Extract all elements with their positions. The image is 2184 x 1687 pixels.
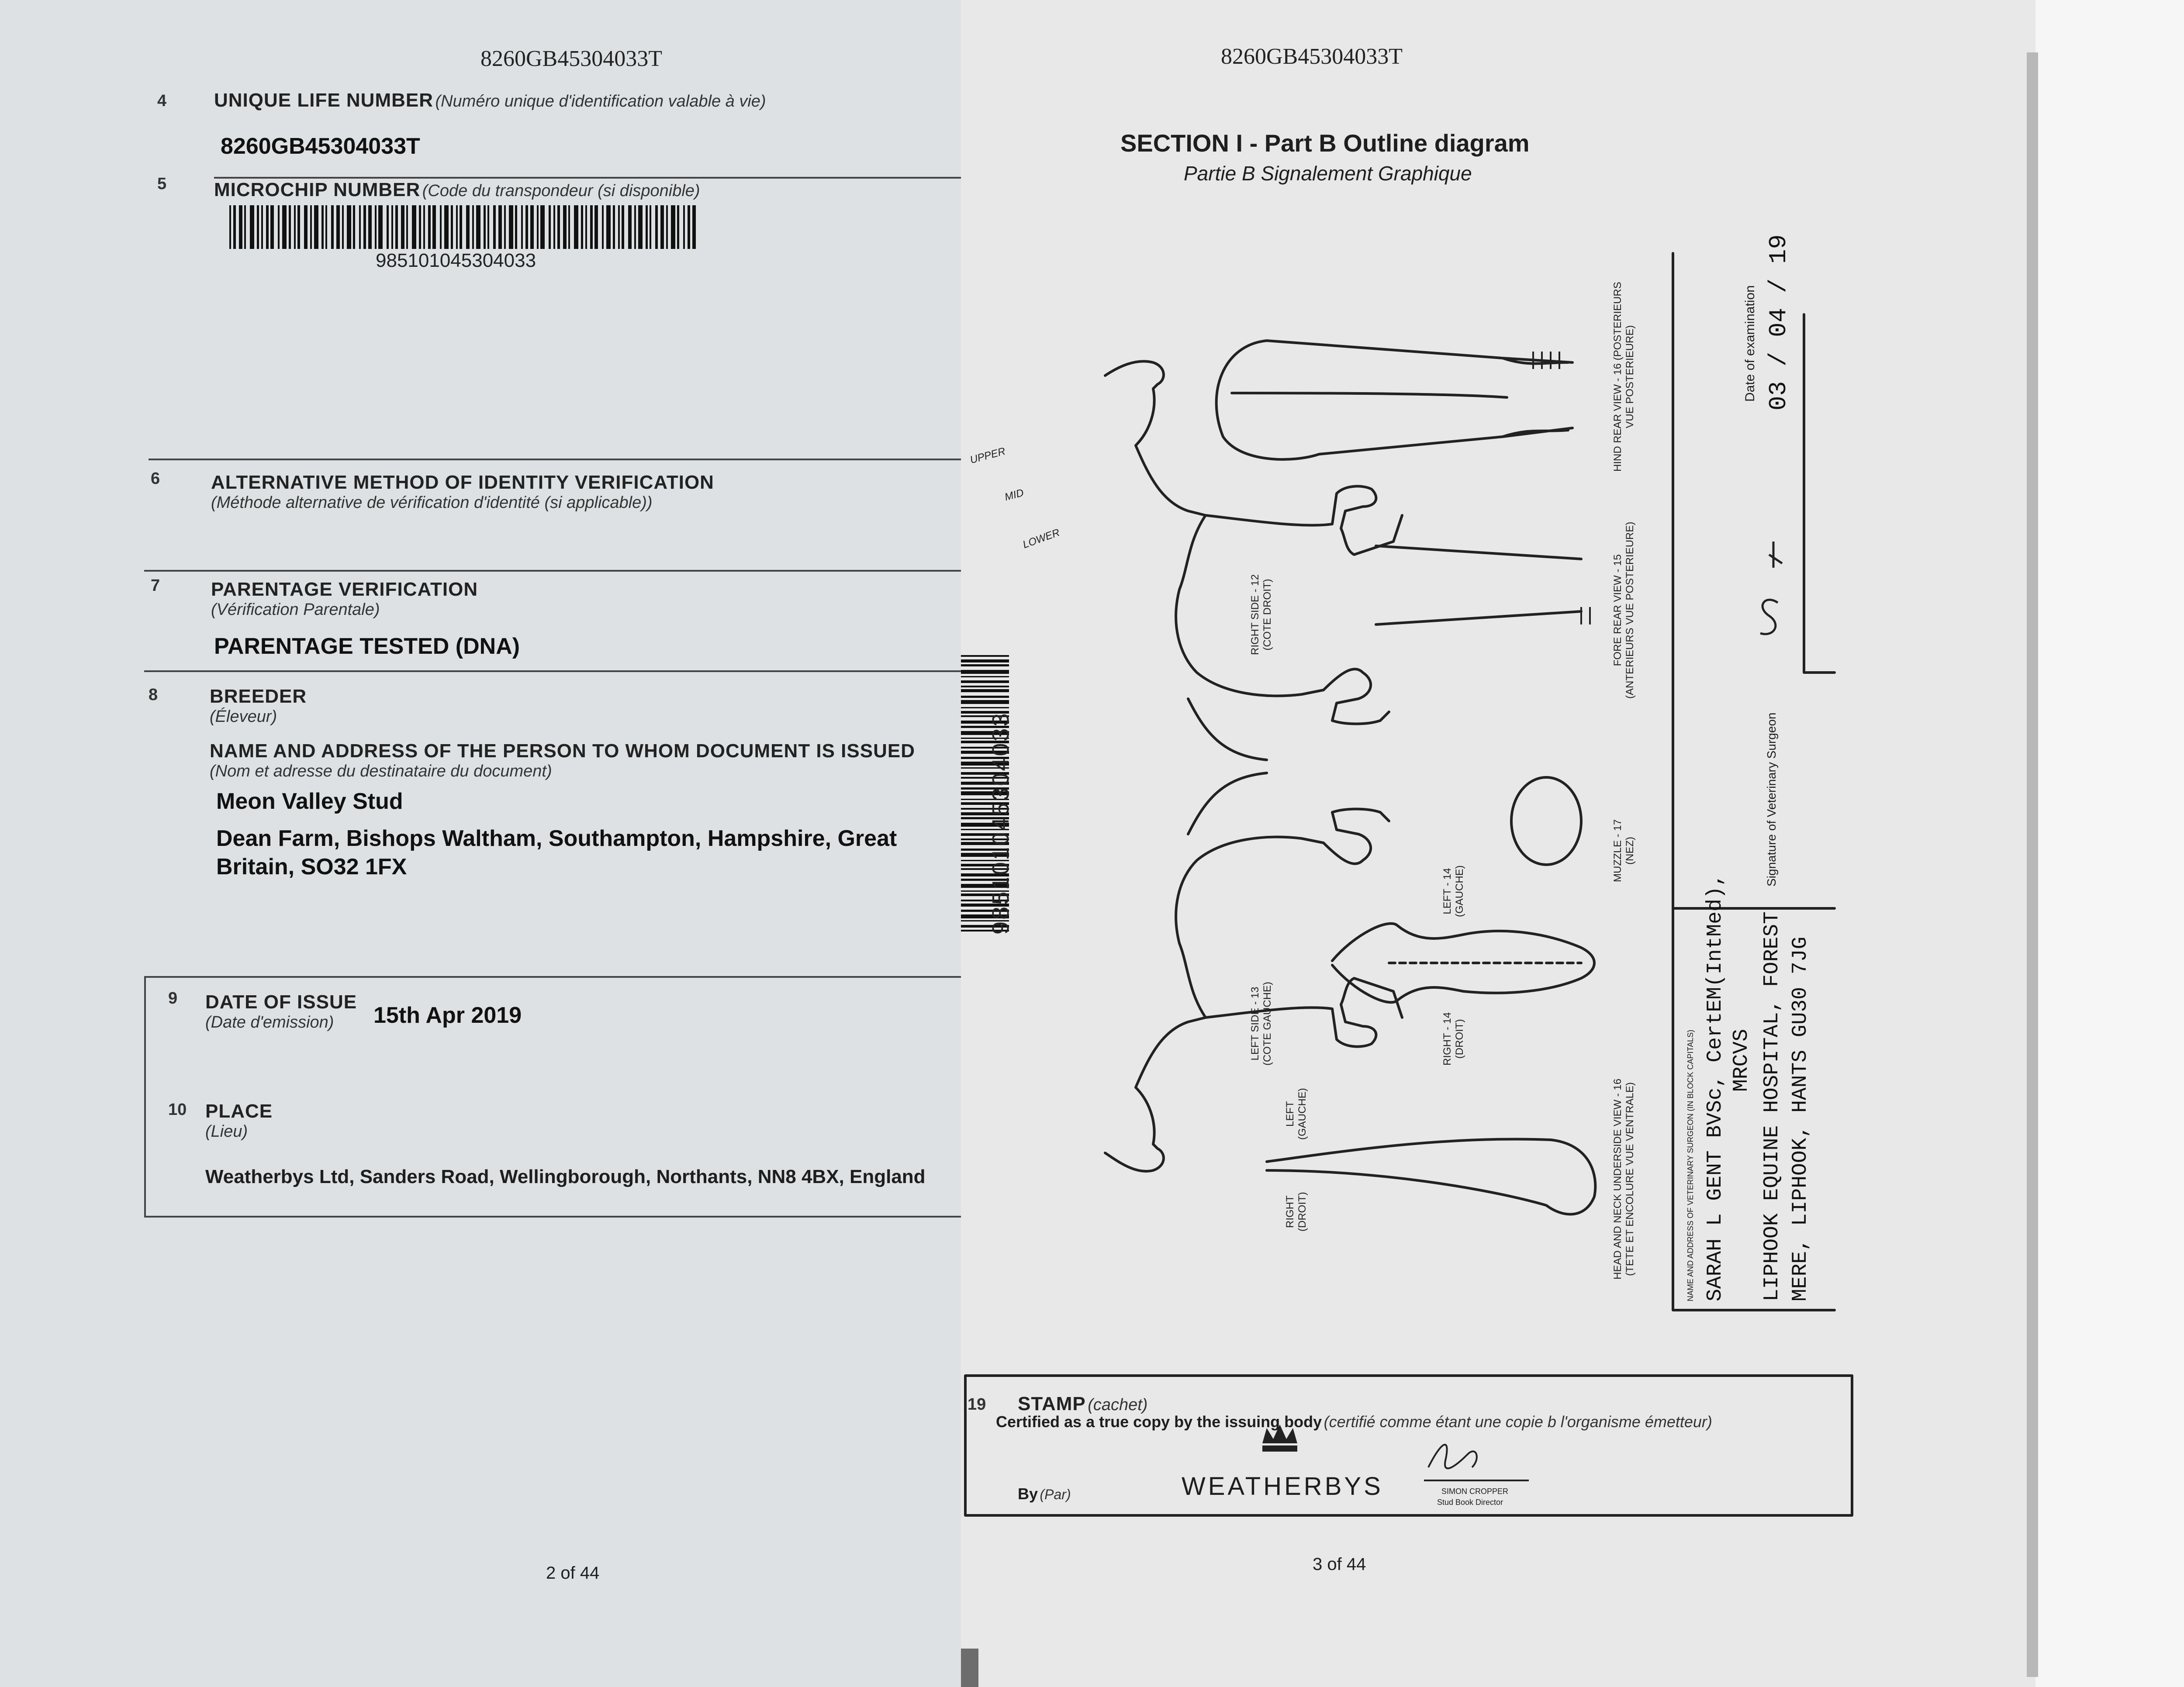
hind-rear-view — [1216, 341, 1572, 459]
outline-diagram — [961, 0, 2184, 1687]
date-of-issue-label: DATE OF ISSUE — [205, 991, 357, 1013]
divider — [214, 177, 961, 179]
alt-identity-label-fr: (Méthode alternative de vérification d'identité (si applicable)) — [211, 493, 653, 512]
right-header-id: 8260GB45304033T — [1221, 44, 1403, 69]
left-page-number: 2 of 44 — [546, 1563, 600, 1583]
section-8-number: 8 — [149, 686, 158, 704]
microchip-number-label: MICROCHIP NUMBER — [214, 179, 421, 200]
label-right-side: RIGHT SIDE - 12 (COTE DROIT) — [1249, 574, 1273, 655]
vet-name-line1: SARAH L GENT BVSc, CertEM(IntMed), — [1704, 873, 1727, 1301]
section-5-number: 5 — [157, 175, 167, 193]
owner-name: Meon Valley Stud — [216, 789, 403, 814]
weatherbys-logo: WEATHERBYS — [1182, 1472, 1383, 1501]
owner-address-line1: Dean Farm, Bishops Waltham, Southampton, Hampshire, Great — [216, 826, 897, 851]
divider — [144, 570, 961, 572]
horse-right-side-outline — [1105, 361, 1402, 724]
section-7-number: 7 — [151, 576, 160, 595]
unique-life-number-label: UNIQUE LIFE NUMBER — [214, 90, 433, 111]
breeder-label-fr: (Éleveur) — [210, 707, 277, 726]
parentage-label: PARENTAGE VERIFICATION — [211, 579, 478, 600]
unique-life-number-value: 8260GB45304033T — [221, 134, 420, 159]
muzzle-view — [1511, 777, 1581, 865]
right-page — [961, 0, 2184, 1687]
parentage-value: PARENTAGE TESTED (DNA) — [214, 634, 520, 659]
vet-name-line2: MRCVS — [1730, 1028, 1753, 1092]
horse-left-tail — [1188, 773, 1267, 834]
section-9-number: 9 — [168, 989, 178, 1007]
section-title: SECTION I - Part B Outline diagram — [1120, 129, 1530, 157]
date-of-issue-value: 15th Apr 2019 — [373, 1003, 522, 1028]
right-page-number: 3 of 44 — [1313, 1555, 1366, 1574]
owner-address-line2: Britain, SO32 1FX — [216, 854, 407, 880]
vet-address-line1: LIPHOOK EQUINE HOSPITAL, FOREST — [1760, 911, 1784, 1301]
vet-name-label: NAME AND ADDRESS OF VETERINARY SURGEON (IN BLOCK CAPITALS) — [1686, 1029, 1695, 1301]
side-barcode-text: 985101045304033 — [988, 711, 1014, 935]
issued-to-label-fr: (Nom et adresse du destinataire du document) — [210, 762, 552, 780]
section-6-number: 6 — [151, 469, 160, 488]
section-4-number: 4 — [157, 92, 167, 110]
place-label: PLACE — [205, 1101, 273, 1122]
signer-name: SIMON CROPPER — [1441, 1487, 1509, 1496]
microchip-barcode-text: 985101045304033 — [376, 250, 536, 271]
label-right: RIGHT (DROIT) — [1284, 1192, 1308, 1232]
microchip-number-label-fr: (Code du transpondeur (si disponible) — [422, 182, 700, 200]
divider — [149, 459, 961, 460]
microchip-barcode-icon — [229, 205, 701, 253]
signer-title: Stud Book Director — [1437, 1498, 1503, 1507]
stamp-signature-icon — [1424, 1445, 1529, 1480]
divider — [144, 670, 961, 672]
label-hind-rear: HIND REAR VIEW - 16 (POSTERIEURS VUE POSTERIEURE) — [1612, 282, 1636, 472]
vet-signature-label: Signature of Veterinary Surgeon — [1765, 712, 1778, 887]
unique-life-number-label-fr: (Numéro unique d'identification valable à vie) — [435, 92, 766, 110]
label-fore-rear: FORE REAR VIEW - 15 (ANTERIEURS VUE POSTERIEURE) — [1612, 521, 1636, 699]
label-upper: UPPER — [968, 445, 1007, 466]
section-4-label — [214, 90, 766, 111]
left-header-id: 8260GB45304033T — [480, 46, 662, 71]
vet-address-line2: MERE, LIPHOOK, HANTS GU30 7JG — [1789, 936, 1812, 1301]
label-lower: LOWER — [1021, 526, 1061, 551]
place-label-fr: (Lieu) — [205, 1122, 248, 1141]
breeder-label: BREEDER — [210, 686, 307, 707]
by-label: By (Par) — [1018, 1485, 1071, 1503]
vet-signature-icon — [1760, 542, 1782, 634]
label-left: LEFT (GAUCHE) — [1284, 1088, 1308, 1140]
label-left-14: LEFT - 14 (GAUCHE) — [1441, 865, 1465, 917]
section-subtitle: Partie B Signalement Graphique — [1184, 162, 1472, 185]
place-value: Weatherbys Ltd, Sanders Road, Wellingborough, Northants, NN8 4BX, England — [205, 1166, 926, 1187]
section-5-label — [214, 179, 700, 201]
issued-to-label: NAME AND ADDRESS OF THE PERSON TO WHOM DOCUMENT IS ISSUED — [210, 740, 916, 762]
date-of-issue-label-fr: (Date d'emission) — [205, 1013, 334, 1032]
date-of-exam-value: 03 / 04 / 19 — [1765, 234, 1793, 411]
parentage-label-fr: (Vérification Parentale) — [211, 600, 380, 619]
certified-text: Certified as a true copy by the issuing body (certifié comme étant une copie b l'organisme émetteur) — [996, 1413, 1712, 1431]
alt-identity-label: ALTERNATIVE METHOD OF IDENTITY VERIFICATION — [211, 472, 714, 493]
stamp-label: STAMP (cachet) — [1018, 1393, 1148, 1414]
head-neck-underside — [1267, 1139, 1595, 1214]
section-19-number: 19 — [968, 1395, 986, 1414]
label-left-side: LEFT SIDE - 13 (COTE GAUCHE) — [1249, 982, 1273, 1066]
section-10-number: 10 — [168, 1101, 187, 1119]
binding-clip — [961, 1649, 978, 1687]
label-muzzle: MUZZLE - 17 (NEZ) — [1612, 819, 1636, 882]
label-right-14: RIGHT - 14 (DROIT) — [1441, 1012, 1465, 1066]
horse-right-tail — [1188, 699, 1267, 760]
date-of-exam-label: Date of examination — [1743, 285, 1757, 402]
left-page — [0, 0, 961, 1687]
label-mid: MID — [1003, 486, 1025, 504]
fore-rear-view — [1376, 546, 1581, 624]
label-head-neck: HEAD AND NECK UNDERSIDE VIEW - 16 (TETE ET ENCOLURE VUE VENTRALE) — [1612, 1078, 1636, 1280]
